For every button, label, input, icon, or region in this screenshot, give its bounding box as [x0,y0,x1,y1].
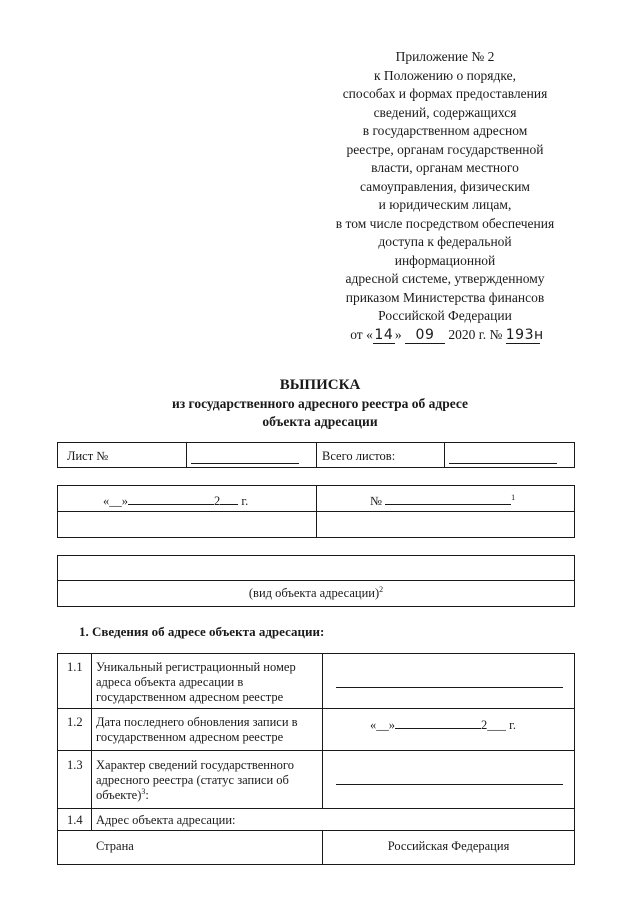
approval-line: информационной [394,252,496,268]
registration-number-field[interactable] [336,687,563,688]
row-label-line: Дата последнего обновления записи в [96,715,298,729]
row-label-line: государственном адресном реестре [96,690,284,704]
approval-line: в государственном адресном [362,123,528,138]
approval-day: 14 [374,326,394,343]
sheet-number-label: Лист № [67,449,109,463]
total-sheets-label: Всего листов: [322,449,396,463]
approval-line: власти, органам местного [371,160,519,175]
document-subtitle-1: из государственного адресного реестра об адресе [171,396,469,411]
approval-line: реестре, органам государственной [346,141,544,157]
approval-line: способах и формах предоставления [342,86,548,101]
approval-line: приказом Министерства финансов [345,289,545,305]
year-blank [220,492,238,505]
divider [91,653,92,830]
approval-month: 09 [405,328,445,344]
approval-line: Российской Федерации [378,308,512,323]
approval-line: Приложение № 2 [395,49,495,64]
approval-year: 2020 г. № [448,326,503,342]
row-label-line: Характер сведений государственного [96,758,294,772]
total-sheets-field[interactable] [449,463,557,464]
approval-line: к Положению о порядке, [374,67,516,83]
divider [57,750,575,751]
row-number: 1.1 [67,660,83,674]
number-blank [385,492,511,505]
approval-block [300,48,590,344]
row-label-line: адреса объекта адресации в [96,675,244,689]
divider [322,653,323,808]
month-blank [128,492,214,505]
approval-line: в том числе посредством обеспечения [335,215,555,231]
quote-close: » [394,326,402,342]
divider [186,442,187,468]
divider [57,708,575,709]
approval-line: и юридическим лицам, [378,197,512,212]
last-update-date-field[interactable]: «__» 2___ г. [370,718,516,732]
approval-line: адресной системе, утвержденному [345,271,545,286]
country-label: Страна [96,839,134,853]
divider [57,808,575,809]
divider [316,485,317,538]
approval-line: доступа к федеральной [378,234,512,249]
row-label-line: Адрес объекта адресации: [96,813,236,827]
approval-order-number: 193н [505,326,544,343]
document-number-field[interactable] [370,492,515,509]
month-blank [395,716,481,729]
row-number: 1.2 [67,715,83,729]
row-label-line: Уникальный регистрационный номер [96,660,296,674]
divider [57,830,575,831]
row-label-line: государственном адресном реестре [96,730,284,744]
row-number: 1.4 [67,813,83,827]
footnote-mark: 1 [511,492,516,502]
row-number: 1.3 [67,758,83,772]
approval-line: самоуправления, физическим [360,178,530,194]
divider [57,580,575,581]
divider [316,442,317,468]
row-label-line: объекте)$^3$: [96,786,149,802]
record-status-field[interactable] [336,784,563,785]
approval-date-line [300,326,590,345]
number-sign: № [370,494,382,508]
document-subtitle-2: объекта адресации [262,414,378,429]
approval-line: сведений, содержащихся [373,104,517,120]
date-prefix: от « [350,326,373,342]
sheet-number-field[interactable] [191,463,299,464]
date-field[interactable]: «__» 2 г. [103,494,249,508]
row-label-line: адресного реестра (статус записи об [96,773,289,787]
divider [444,442,445,468]
document-title: ВЫПИСКА [279,377,361,393]
object-type-caption: (вид объекта адресации)$^2$ [248,584,384,600]
section-heading: 1. Сведения об адресе объекта адресации: [79,624,325,639]
country-value: Российская Федерация [387,839,510,853]
